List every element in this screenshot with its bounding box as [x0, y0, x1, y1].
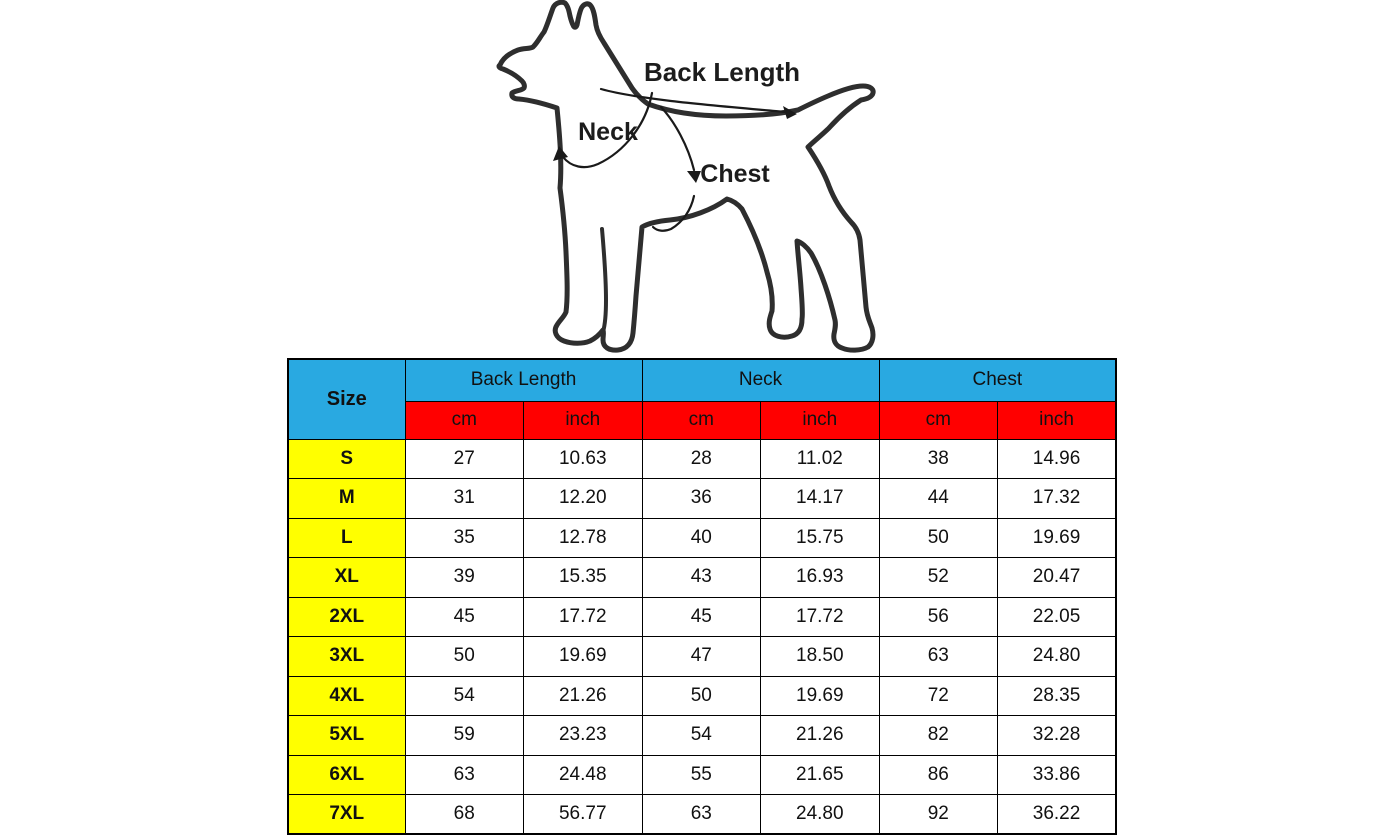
table-row [288, 518, 1116, 558]
size-cell: 4XL [288, 676, 405, 716]
value-cell: 35 [405, 518, 524, 558]
value-cell: 24.48 [524, 755, 643, 795]
size-cell: 5XL [288, 716, 405, 756]
size-corner-header: Size [288, 359, 405, 439]
size-cell: S [288, 439, 405, 479]
size-chart-table [287, 358, 1117, 835]
table-row [288, 755, 1116, 795]
value-cell: 45 [642, 597, 761, 637]
dog-outline-drawing [499, 2, 873, 350]
chest-arrowhead [687, 171, 701, 183]
value-cell: 19.69 [524, 637, 643, 677]
chest-measure-arc-lower [653, 196, 694, 231]
value-cell: 17.72 [524, 597, 643, 637]
unit-header-row [288, 401, 1116, 439]
value-cell: 21.65 [761, 755, 880, 795]
group-header-row [288, 359, 1116, 401]
value-cell: 54 [405, 676, 524, 716]
value-cell: 59 [405, 716, 524, 756]
value-cell: 72 [879, 676, 998, 716]
value-cell: 22.05 [998, 597, 1117, 637]
table-row [288, 716, 1116, 756]
value-cell: 92 [879, 795, 998, 835]
chest-measure-arc-upper [661, 107, 694, 170]
unit-header: inch [998, 401, 1117, 439]
group-header-back-length: Back Length [405, 359, 642, 401]
value-cell: 50 [405, 637, 524, 677]
table-row [288, 795, 1116, 835]
size-cell: 7XL [288, 795, 405, 835]
value-cell: 10.63 [524, 439, 643, 479]
group-header-neck: Neck [642, 359, 879, 401]
value-cell: 15.75 [761, 518, 880, 558]
value-cell: 17.32 [998, 479, 1117, 519]
value-cell: 27 [405, 439, 524, 479]
value-cell: 47 [642, 637, 761, 677]
table-row [288, 676, 1116, 716]
value-cell: 28 [642, 439, 761, 479]
value-cell: 14.96 [998, 439, 1117, 479]
value-cell: 19.69 [998, 518, 1117, 558]
value-cell: 38 [879, 439, 998, 479]
value-cell: 39 [405, 558, 524, 598]
value-cell: 33.86 [998, 755, 1117, 795]
size-cell: 3XL [288, 637, 405, 677]
size-cell: 2XL [288, 597, 405, 637]
value-cell: 55 [642, 755, 761, 795]
size-cell: 6XL [288, 755, 405, 795]
value-cell: 56 [879, 597, 998, 637]
size-cell: XL [288, 558, 405, 598]
unit-header: inch [524, 401, 643, 439]
value-cell: 19.69 [761, 676, 880, 716]
dog-front-leg-divider [602, 229, 606, 332]
value-cell: 45 [405, 597, 524, 637]
value-cell: 21.26 [761, 716, 880, 756]
value-cell: 24.80 [998, 637, 1117, 677]
value-cell: 12.20 [524, 479, 643, 519]
neck-label: Neck [578, 118, 638, 146]
value-cell: 18.50 [761, 637, 880, 677]
value-cell: 63 [642, 795, 761, 835]
group-header-chest: Chest [879, 359, 1116, 401]
size-cell: M [288, 479, 405, 519]
value-cell: 11.02 [761, 439, 880, 479]
value-cell: 86 [879, 755, 998, 795]
table-row [288, 439, 1116, 479]
value-cell: 43 [642, 558, 761, 598]
value-cell: 82 [879, 716, 998, 756]
value-cell: 54 [642, 716, 761, 756]
table-row [288, 558, 1116, 598]
value-cell: 32.28 [998, 716, 1117, 756]
value-cell: 52 [879, 558, 998, 598]
value-cell: 63 [405, 755, 524, 795]
back-length-arrow [601, 89, 786, 112]
dog-measurement-diagram [440, 0, 940, 360]
unit-header: cm [642, 401, 761, 439]
value-cell: 23.23 [524, 716, 643, 756]
value-cell: 21.26 [524, 676, 643, 716]
value-cell: 20.47 [998, 558, 1117, 598]
value-cell: 63 [879, 637, 998, 677]
table-row [288, 479, 1116, 519]
value-cell: 36.22 [998, 795, 1117, 835]
value-cell: 50 [879, 518, 998, 558]
value-cell: 56.77 [524, 795, 643, 835]
value-cell: 68 [405, 795, 524, 835]
table-row [288, 637, 1116, 677]
value-cell: 12.78 [524, 518, 643, 558]
unit-header: inch [761, 401, 880, 439]
table-row [288, 597, 1116, 637]
value-cell: 15.35 [524, 558, 643, 598]
value-cell: 16.93 [761, 558, 880, 598]
value-cell: 17.72 [761, 597, 880, 637]
unit-header: cm [879, 401, 998, 439]
value-cell: 44 [879, 479, 998, 519]
dog-body-outline [499, 2, 873, 350]
chest-label: Chest [700, 160, 770, 188]
value-cell: 36 [642, 479, 761, 519]
unit-header: cm [405, 401, 524, 439]
back-length-label: Back Length [643, 57, 801, 87]
value-cell: 50 [642, 676, 761, 716]
value-cell: 24.80 [761, 795, 880, 835]
value-cell: 31 [405, 479, 524, 519]
value-cell: 14.17 [761, 479, 880, 519]
size-cell: L [288, 518, 405, 558]
value-cell: 28.35 [998, 676, 1117, 716]
value-cell: 40 [642, 518, 761, 558]
